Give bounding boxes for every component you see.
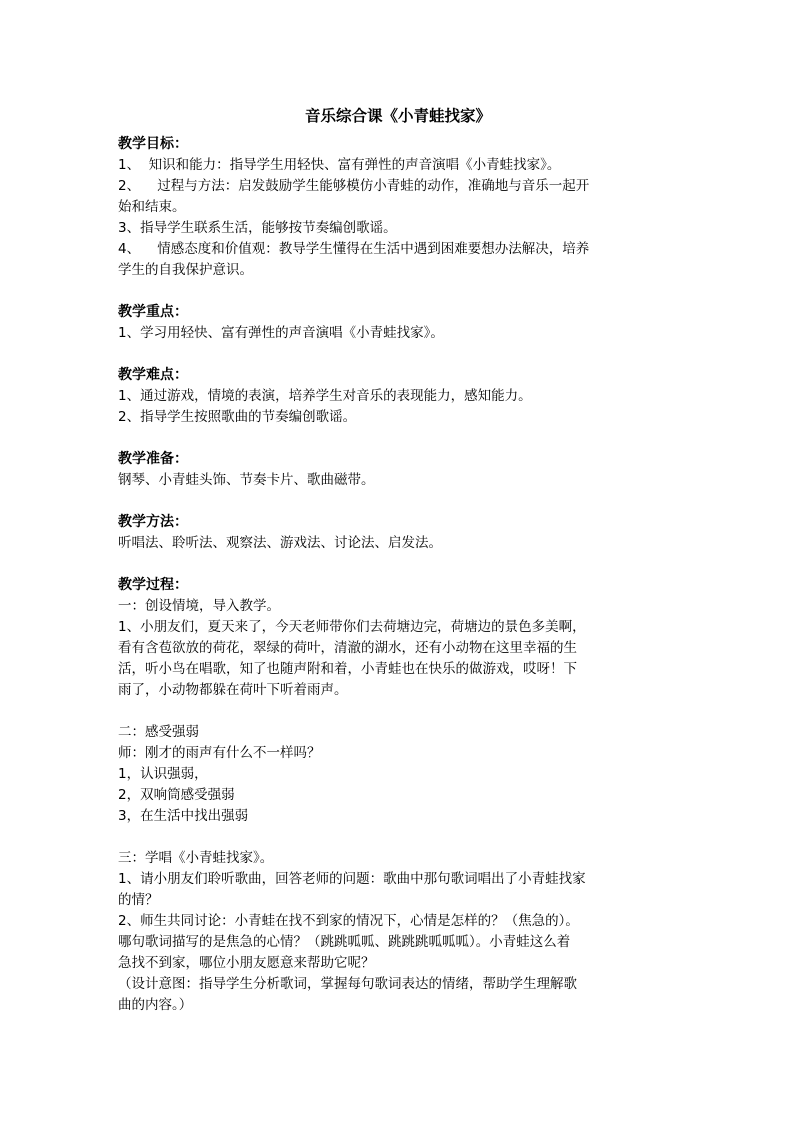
- paragraph-line: 看有含苞欲放的荷花，翠绿的荷叶，清澈的湖水，还有小动物在这里幸福的生: [118, 640, 577, 656]
- section-heading: 教学难点：: [118, 367, 188, 383]
- section-heading: 教学重点：: [118, 304, 188, 320]
- paragraph-line: 哪句歌词描写的是焦急的心情？（跳跳呱呱、跳跳跳呱呱呱）。小青蛙这么着: [118, 934, 571, 950]
- section-heading: 教学准备：: [118, 451, 188, 467]
- paragraph-line: 2、 过程与方法：启发鼓励学生能够模仿小青蛙的动作，准确地与音乐一起开: [118, 178, 590, 194]
- section-methods: [118, 512, 678, 554]
- paragraph-line: 三：学唱《小青蛙找家》。: [118, 850, 274, 866]
- paragraph-line: 2、指导学生按照歌曲的节奏编创歌谣。: [118, 409, 357, 425]
- blank-line: [118, 701, 678, 722]
- paragraph-line: 1、 知识和能力：指导学生用轻快、富有弹性的声音演唱《小青蛙找家》。: [118, 157, 561, 173]
- paragraph-line: 雨了，小动物都躲在荷叶下听着雨声。: [118, 682, 348, 698]
- section-heading: 教学目标：: [118, 136, 188, 152]
- paragraph-line: 听唱法、聆听法、观察法、游戏法、讨论法、启发法。: [118, 535, 442, 551]
- paragraph-line: 2，双响筒感受强弱: [118, 787, 235, 803]
- paragraph-line: 学生的自我保护意识。: [118, 262, 253, 278]
- paragraph-line: 急找不到家，哪位小朋友愿意来帮助它呢？: [118, 955, 375, 971]
- paragraph-line: 1、学习用轻快、富有弹性的声音演唱《小青蛙找家》。: [118, 325, 444, 341]
- paragraph-line: 的情？: [118, 892, 159, 908]
- blank-line: [118, 281, 678, 302]
- document-title: 音乐综合课《小青蛙找家》: [304, 107, 491, 125]
- section-objectives: [118, 134, 678, 281]
- blank-line: [118, 554, 678, 575]
- section-preparation: [118, 449, 678, 491]
- paragraph-line: 1，认识强弱，: [118, 766, 208, 782]
- paragraph-line: 1、小朋友们，夏天来了，今天老师带你们去荷塘边完，荷塘边的景色多美啊，: [118, 619, 586, 635]
- section-process: [118, 575, 678, 701]
- document-page: [118, 103, 678, 1016]
- paragraph-line: 师：刚才的雨声有什么不一样吗？: [118, 745, 321, 761]
- section-key-points: [118, 302, 678, 344]
- paragraph-line: 一：创设情境，导入教学。: [118, 598, 280, 614]
- paragraph-line: 始和结束。: [118, 199, 186, 215]
- section-learn-song: [118, 848, 678, 1016]
- paragraph-line: 1、通过游戏，情境的表演，培养学生对音乐的表现能力，感知能力。: [118, 388, 532, 404]
- paragraph-line: 曲的内容。）: [118, 997, 193, 1013]
- blank-line: [118, 491, 678, 512]
- paragraph-line: 2、师生共同讨论：小青蛙在找不到家的情况下，心情是怎样的？（焦急的）。: [118, 913, 579, 929]
- paragraph-line: （设计意图：指导学生分析歌词，掌握每句歌词表达的情绪，帮助学生理解歌: [118, 976, 577, 992]
- paragraph-line: 4、 情感态度和价值观：教导学生懂得在生活中遇到困难要想办法解决，培养: [118, 241, 590, 257]
- paragraph-line: 二：感受强弱: [118, 724, 199, 740]
- section-heading: 教学过程：: [118, 577, 188, 593]
- section-dynamics: [118, 722, 678, 827]
- paragraph-line: 3、指导学生联系生活，能够按节奏编创歌谣。: [118, 220, 397, 236]
- section-heading: 教学方法：: [118, 514, 188, 530]
- paragraph-line: 1、请小朋友们聆听歌曲，回答老师的问题：歌曲中那句歌词唱出了小青蛙找家: [118, 871, 586, 887]
- blank-line: [118, 344, 678, 365]
- blank-line: [118, 827, 678, 848]
- paragraph-line: 3，在生活中找出强弱: [118, 808, 249, 824]
- paragraph-line: 钢琴、小青蛙头饰、节奏卡片、歌曲磁带。: [118, 472, 375, 488]
- paragraph-line: 活，听小鸟在唱歌，知了也随声附和着，小青蛙也在快乐的做游戏，哎呀！下: [118, 661, 577, 677]
- section-difficulties: [118, 365, 678, 428]
- blank-line: [118, 428, 678, 449]
